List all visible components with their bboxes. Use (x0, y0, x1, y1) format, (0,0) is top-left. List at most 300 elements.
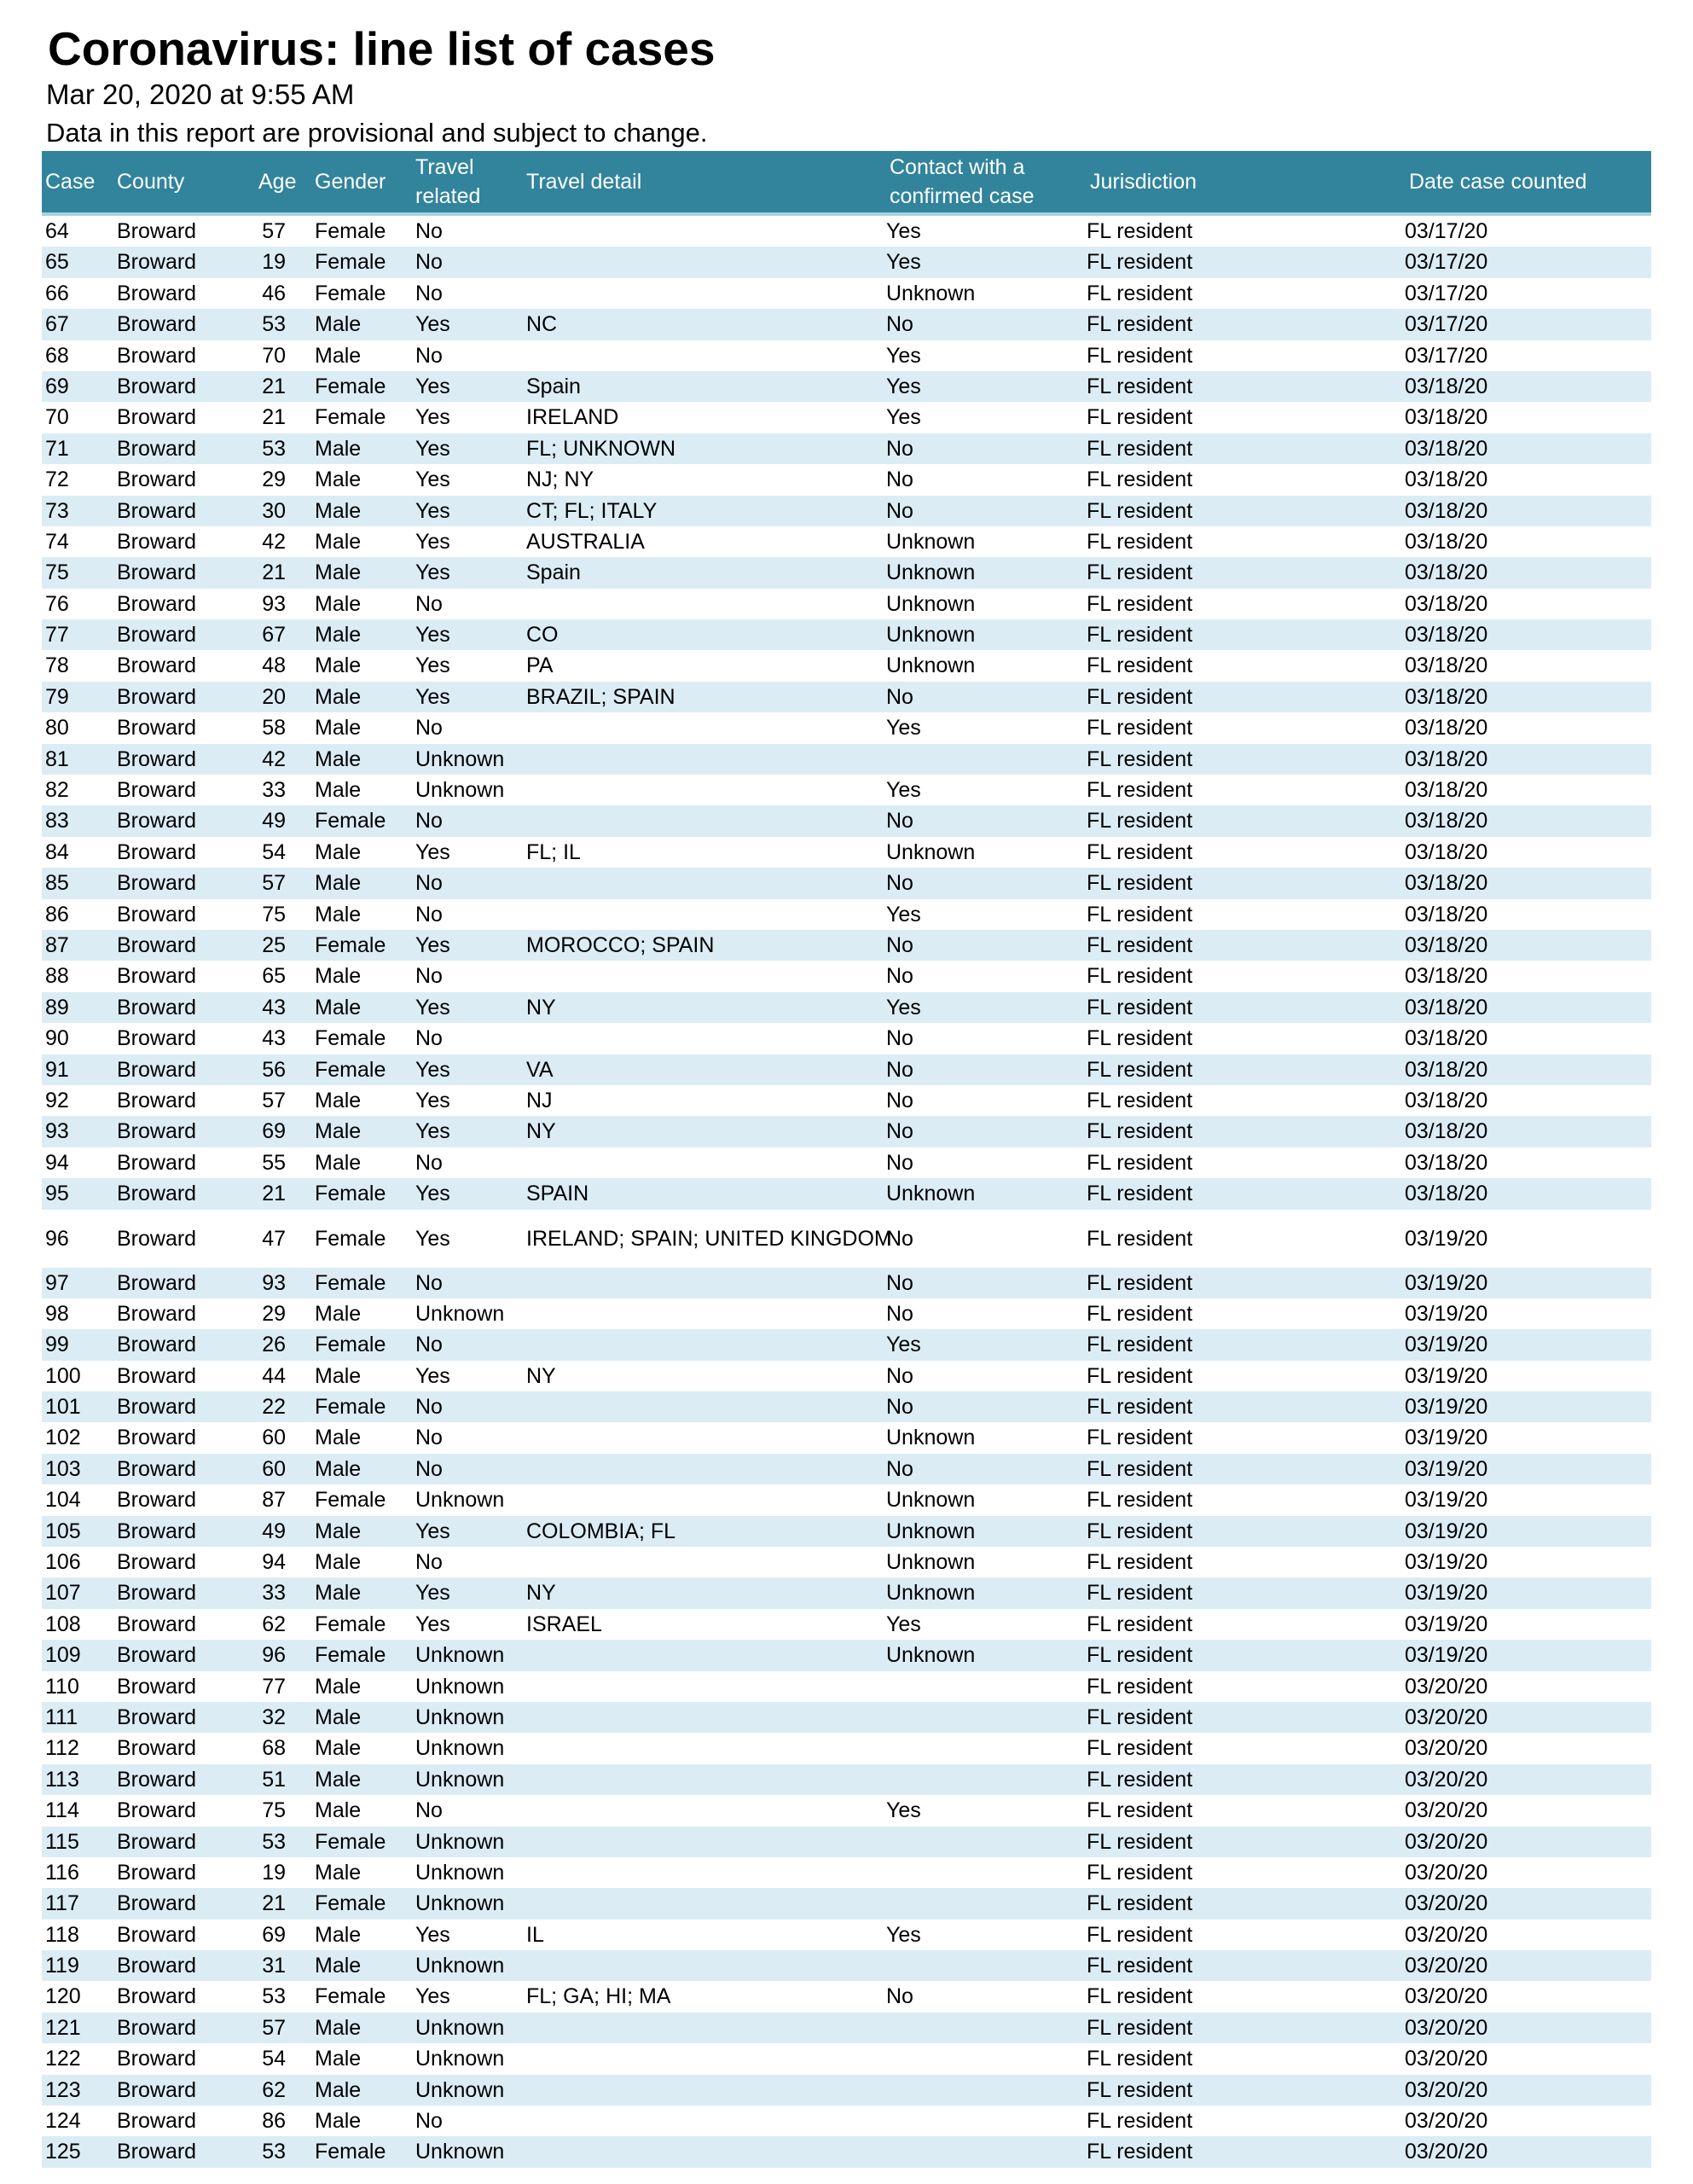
cell-travel-related: No (415, 1798, 443, 1823)
cell-jurisdiction: FL resident (1087, 2077, 1193, 2102)
cell-travel-detail: IRELAND; SPAIN; UNITED KINGDOM (526, 1226, 892, 1251)
cell-county: Broward (117, 1026, 197, 1051)
cell-age: 32 (262, 1705, 286, 1729)
cell-gender: Male (315, 1736, 362, 1761)
cell-contact: No (886, 1026, 913, 1051)
cell-jurisdiction: FL resident (1087, 1891, 1193, 1916)
cell-age: 21 (262, 561, 286, 585)
cell-travel-related: No (415, 1456, 443, 1481)
cell-county: Broward (117, 1395, 197, 1420)
cell-travel-detail (526, 775, 927, 805)
cell-travel-detail (526, 1391, 927, 1422)
cell-date: 03/18/20 (1405, 529, 1488, 554)
table-row (42, 216, 1651, 247)
cell-age: 53 (262, 312, 286, 337)
table-row (42, 2013, 1651, 2043)
cell-age: 21 (262, 405, 286, 430)
cell-age: 47 (262, 1226, 286, 1251)
cell-jurisdiction: FL resident (1087, 1426, 1193, 1450)
cell-county: Broward (117, 1426, 197, 1450)
cell-gender: Male (315, 498, 362, 523)
table-row (42, 278, 1651, 309)
cell-jurisdiction: FL resident (1087, 1395, 1193, 1420)
table-row (42, 1764, 1651, 1795)
table-row (42, 589, 1651, 619)
cell-age: 56 (262, 1057, 286, 1082)
cell-travel-related: Yes (415, 405, 450, 430)
header-age: Age (258, 170, 297, 194)
cell-age: 31 (262, 1954, 286, 1978)
cell-county: Broward (117, 2015, 197, 2040)
cell-travel-related: Unknown (415, 1301, 505, 1326)
header-travel-detail: Travel detail (526, 170, 642, 194)
table-row (42, 1795, 1651, 1826)
header-contact-line2: confirmed case (890, 184, 1035, 208)
table-row (42, 1950, 1651, 1981)
cell-contact (886, 1733, 1082, 1763)
cell-contact: No (886, 1395, 913, 1420)
cell-jurisdiction: FL resident (1087, 623, 1193, 648)
cell-date: 03/18/20 (1405, 1026, 1488, 1051)
cell-county: Broward (117, 1456, 197, 1481)
cell-travel-detail (526, 1422, 927, 1453)
cell-age: 86 (262, 2109, 286, 2134)
cell-county: Broward (117, 1581, 197, 1606)
cell-case: 114 (45, 1798, 79, 1823)
cell-contact: Yes (886, 250, 921, 275)
cell-travel-related: No (415, 219, 443, 243)
cell-travel-related: Yes (415, 1182, 450, 1206)
cell-contact: Unknown (886, 591, 976, 616)
cell-age: 94 (262, 1550, 286, 1575)
cell-jurisdiction: FL resident (1087, 312, 1193, 337)
cell-age: 49 (262, 809, 286, 834)
cell-gender: Female (315, 1984, 386, 2009)
cell-contact (886, 1950, 1082, 1981)
cell-county: Broward (117, 1922, 197, 1947)
table-row (42, 1920, 1651, 1950)
cell-case: 120 (45, 1984, 81, 2009)
cell-date: 03/18/20 (1405, 778, 1488, 803)
cell-gender: Male (315, 1581, 362, 1606)
cell-travel-detail (526, 868, 927, 898)
cell-county: Broward (117, 1984, 197, 2009)
table-header (42, 151, 1651, 216)
cell-travel-detail: NJ; NY (526, 468, 594, 492)
cell-county: Broward (117, 1954, 197, 1978)
cell-date: 03/20/20 (1405, 1767, 1488, 1792)
cell-travel-detail: NC (526, 312, 558, 337)
cell-travel-related: Unknown (415, 2140, 505, 2164)
cell-travel-detail (526, 589, 927, 619)
cell-travel-detail (526, 2013, 927, 2043)
cell-case: 124 (45, 2109, 81, 2134)
cell-case: 89 (45, 995, 69, 1019)
cell-date: 03/19/20 (1405, 1550, 1488, 1575)
cell-gender: Male (315, 591, 362, 616)
cell-jurisdiction: FL resident (1087, 716, 1193, 741)
cell-age: 60 (262, 1426, 286, 1450)
cell-travel-detail (526, 1950, 927, 1981)
cell-travel-detail (526, 2075, 927, 2106)
cell-travel-detail: Spain (526, 374, 581, 398)
cell-travel-related: No (415, 1550, 443, 1575)
cell-date: 03/17/20 (1405, 219, 1488, 243)
cell-age: 53 (262, 2140, 286, 2164)
cell-gender: Female (315, 1026, 386, 1051)
cell-jurisdiction: FL resident (1087, 1270, 1193, 1295)
cell-age: 57 (262, 2015, 286, 2040)
table-row (42, 1827, 1651, 1857)
cell-contact: No (886, 1119, 913, 1144)
cell-date: 03/18/20 (1405, 436, 1488, 461)
cell-gender: Male (315, 561, 362, 585)
cell-gender: Female (315, 1270, 386, 1295)
cell-travel-related: Yes (415, 312, 450, 337)
cell-case: 121 (45, 2015, 81, 2040)
cell-jurisdiction: FL resident (1087, 1736, 1193, 1761)
cell-case: 115 (45, 1829, 79, 1854)
cell-contact (886, 1702, 1082, 1733)
cell-travel-detail (526, 216, 927, 247)
cell-travel-detail (526, 1671, 927, 1702)
cell-county: Broward (117, 778, 197, 803)
cell-gender: Male (315, 1088, 362, 1112)
cell-gender: Male (315, 623, 362, 648)
cell-travel-detail: ISRAEL (526, 1612, 602, 1636)
cell-travel-related: No (415, 1150, 443, 1175)
cell-gender: Female (315, 405, 386, 430)
cell-gender: Male (315, 746, 362, 771)
cell-age: 21 (262, 374, 286, 398)
table-row (42, 340, 1651, 371)
cell-date: 03/17/20 (1405, 250, 1488, 275)
cell-travel-related: No (415, 591, 443, 616)
cell-date: 03/20/20 (1405, 2015, 1488, 2040)
cell-travel-detail: PA (526, 653, 554, 678)
cell-age: 53 (262, 1829, 286, 1854)
cell-date: 03/18/20 (1405, 964, 1488, 989)
cell-jurisdiction: FL resident (1087, 498, 1193, 523)
cell-case: 105 (45, 1519, 81, 1543)
cell-jurisdiction: FL resident (1087, 871, 1193, 896)
cell-gender: Male (315, 1363, 362, 1388)
cell-jurisdiction: FL resident (1087, 1119, 1193, 1144)
cell-county: Broward (117, 1057, 197, 1082)
cell-gender: Male (315, 2077, 362, 2102)
cell-date: 03/20/20 (1405, 1674, 1488, 1699)
cell-jurisdiction: FL resident (1087, 591, 1193, 616)
cell-travel-related: Yes (415, 468, 450, 492)
cell-date: 03/17/20 (1405, 312, 1488, 337)
cell-travel-detail (526, 1023, 927, 1054)
cell-travel-detail: NY (526, 995, 556, 1019)
table-row (42, 2136, 1651, 2167)
table-row (42, 1178, 1651, 1209)
cell-contact: Unknown (886, 1550, 976, 1575)
cell-travel-detail (526, 1640, 927, 1670)
cell-date: 03/18/20 (1405, 1150, 1488, 1175)
cell-gender: Male (315, 1119, 362, 1144)
cell-age: 93 (262, 591, 286, 616)
cell-contact: Yes (886, 716, 921, 741)
cell-jurisdiction: FL resident (1087, 1088, 1193, 1112)
cell-contact: No (886, 1088, 913, 1112)
cell-age: 44 (262, 1363, 286, 1388)
cell-age: 21 (262, 1182, 286, 1206)
cell-date: 03/18/20 (1405, 468, 1488, 492)
cell-jurisdiction: FL resident (1087, 1026, 1193, 1051)
cell-gender: Female (315, 809, 386, 834)
cell-gender: Male (315, 902, 362, 926)
cell-county: Broward (117, 250, 197, 275)
cell-travel-related: Unknown (415, 778, 505, 803)
cell-age: 48 (262, 653, 286, 678)
cell-county: Broward (117, 1363, 197, 1388)
cell-jurisdiction: FL resident (1087, 529, 1193, 554)
cell-jurisdiction: FL resident (1087, 995, 1193, 1019)
cell-county: Broward (117, 1270, 197, 1295)
cell-case: 83 (45, 809, 69, 834)
cell-travel-related: Unknown (415, 1705, 505, 1729)
cell-jurisdiction: FL resident (1087, 1182, 1193, 1206)
cell-travel-detail: NY (526, 1119, 556, 1144)
cell-case: 98 (45, 1301, 69, 1326)
table-row (42, 1147, 1651, 1178)
table-body (42, 216, 1651, 2168)
cell-gender: Male (315, 2015, 362, 2040)
cell-county: Broward (117, 1519, 197, 1543)
cell-travel-detail: CO (526, 623, 559, 648)
table-row (42, 837, 1651, 868)
report-timestamp: Mar 20, 2020 at 9:55 AM (46, 78, 355, 110)
cell-age: 75 (262, 902, 286, 926)
cell-county: Broward (117, 623, 197, 648)
cell-date: 03/20/20 (1405, 1860, 1488, 1885)
cell-jurisdiction: FL resident (1087, 1674, 1193, 1699)
cell-travel-related: Yes (415, 1088, 450, 1112)
cell-jurisdiction: FL resident (1087, 1150, 1193, 1175)
table-row (42, 2075, 1651, 2106)
cell-case: 118 (45, 1922, 79, 1947)
cell-travel-detail: NJ (526, 1088, 553, 1112)
cell-gender: Male (315, 1519, 362, 1543)
cell-date: 03/19/20 (1405, 1363, 1488, 1388)
cell-case: 66 (45, 281, 69, 305)
cell-case: 100 (45, 1363, 81, 1388)
header-contact (890, 151, 1035, 212)
cell-travel-detail (526, 247, 927, 277)
table-row (42, 1671, 1651, 1702)
cell-contact: Unknown (886, 281, 976, 305)
cell-travel-detail (526, 1795, 927, 1826)
cell-contact: Unknown (886, 623, 976, 648)
cell-date: 03/19/20 (1405, 1519, 1488, 1543)
cell-county: Broward (117, 2047, 197, 2071)
cell-age: 33 (262, 1581, 286, 1606)
cell-travel-related: Unknown (415, 746, 505, 771)
cell-gender: Male (315, 716, 362, 741)
cell-county: Broward (117, 653, 197, 678)
cell-date: 03/20/20 (1405, 1922, 1488, 1947)
cell-contact: No (886, 871, 913, 896)
cell-contact: Unknown (886, 529, 976, 554)
cell-date: 03/19/20 (1405, 1581, 1488, 1606)
cell-travel-related: No (415, 250, 443, 275)
cell-travel-detail (526, 744, 927, 775)
cell-gender: Male (315, 1150, 362, 1175)
cell-contact: No (886, 932, 913, 957)
cell-county: Broward (117, 1150, 197, 1175)
table-row (42, 309, 1651, 340)
cell-case: 85 (45, 871, 69, 896)
cell-travel-detail: FL; IL (526, 839, 581, 864)
cell-gender: Female (315, 1226, 386, 1251)
table-row (42, 805, 1651, 836)
cell-county: Broward (117, 902, 197, 926)
table-row (42, 992, 1651, 1023)
cell-case: 102 (45, 1426, 81, 1450)
cell-age: 43 (262, 1026, 286, 1051)
cell-travel-related: Unknown (415, 2015, 505, 2040)
cell-travel-related: Yes (415, 995, 450, 1019)
cell-contact (886, 1671, 1082, 1702)
cell-contact: Yes (886, 219, 921, 243)
cell-travel-related: No (415, 716, 443, 741)
cell-travel-detail (526, 1702, 927, 1733)
cell-contact: Unknown (886, 839, 976, 864)
cell-gender: Male (315, 436, 362, 461)
cell-contact: No (886, 312, 913, 337)
cell-travel-related: Yes (415, 1519, 450, 1543)
cell-travel-related: No (415, 1426, 443, 1450)
cell-age: 67 (262, 623, 286, 648)
cell-date: 03/18/20 (1405, 684, 1488, 709)
cell-travel-detail (526, 1547, 927, 1577)
cell-date: 03/20/20 (1405, 1984, 1488, 2009)
table-row (42, 247, 1651, 277)
cell-county: Broward (117, 1829, 197, 1854)
cell-date: 03/19/20 (1405, 1226, 1488, 1251)
cell-travel-detail (526, 2136, 927, 2167)
cell-case: 78 (45, 653, 69, 678)
cell-case: 95 (45, 1182, 69, 1206)
cell-gender: Female (315, 219, 386, 243)
cell-county: Broward (117, 2077, 197, 2102)
cell-date: 03/20/20 (1405, 1736, 1488, 1761)
cell-date: 03/18/20 (1405, 623, 1488, 648)
cell-case: 86 (45, 902, 69, 926)
header-travel-line2: related (415, 184, 481, 208)
cell-travel-related: No (415, 902, 443, 926)
cell-age: 22 (262, 1395, 286, 1420)
cell-jurisdiction: FL resident (1087, 436, 1193, 461)
table-row (42, 1023, 1651, 1054)
table-row (42, 1085, 1651, 1116)
cell-jurisdiction: FL resident (1087, 932, 1193, 957)
cell-case: 76 (45, 591, 69, 616)
cell-age: 60 (262, 1456, 286, 1481)
cell-date: 03/20/20 (1405, 1891, 1488, 1916)
table-row (42, 1981, 1651, 2012)
cell-county: Broward (117, 684, 197, 709)
cell-county: Broward (117, 1301, 197, 1326)
cell-county: Broward (117, 591, 197, 616)
cell-county: Broward (117, 1767, 197, 1792)
cell-gender: Male (315, 778, 362, 803)
cell-gender: Male (315, 468, 362, 492)
cell-contact: No (886, 1301, 913, 1326)
cell-age: 68 (262, 1736, 286, 1761)
cell-gender: Male (315, 964, 362, 989)
cell-date: 03/17/20 (1405, 343, 1488, 368)
cell-jurisdiction: FL resident (1087, 1612, 1193, 1636)
cell-gender: Female (315, 374, 386, 398)
cell-case: 111 (45, 1705, 78, 1729)
cell-jurisdiction: FL resident (1087, 1488, 1193, 1513)
cell-age: 19 (262, 250, 286, 275)
header-jurisdiction: Jurisdiction (1090, 170, 1197, 194)
table-row (42, 1640, 1651, 1670)
cell-contact (886, 1888, 1082, 1919)
cell-contact: Unknown (886, 1182, 976, 1206)
cell-jurisdiction: FL resident (1087, 1984, 1193, 2009)
cell-county: Broward (117, 436, 197, 461)
cell-contact: Yes (886, 1798, 921, 1823)
cell-contact (886, 2075, 1082, 2106)
cell-travel-detail (526, 2043, 927, 2074)
cell-gender: Male (315, 343, 362, 368)
cell-gender: Male (315, 684, 362, 709)
cell-case: 108 (45, 1612, 81, 1636)
cell-travel-detail: SPAIN (526, 1182, 589, 1206)
cell-case: 80 (45, 716, 69, 741)
cell-travel-detail (526, 1888, 927, 1919)
cell-contact (886, 2013, 1082, 2043)
cell-travel-related: Yes (415, 932, 450, 957)
cell-contact: Unknown (886, 561, 976, 585)
cell-travel-related: Yes (415, 1363, 450, 1388)
table-row (42, 526, 1651, 557)
cell-contact (886, 744, 1082, 775)
cell-travel-related: Unknown (415, 1736, 505, 1761)
cell-travel-detail: FL; UNKNOWN (526, 436, 675, 461)
cell-travel-related: No (415, 964, 443, 989)
cell-contact (886, 1857, 1082, 1888)
cell-case: 104 (45, 1488, 81, 1513)
cell-jurisdiction: FL resident (1087, 374, 1193, 398)
cell-case: 99 (45, 1333, 69, 1357)
cell-jurisdiction: FL resident (1087, 343, 1193, 368)
cell-travel-related: Unknown (415, 1643, 505, 1668)
cell-contact: No (886, 964, 913, 989)
cell-gender: Male (315, 1767, 362, 1792)
cell-case: 88 (45, 964, 69, 989)
cell-date: 03/19/20 (1405, 1270, 1488, 1295)
cell-contact: No (886, 436, 913, 461)
cell-contact: Yes (886, 778, 921, 803)
cell-gender: Female (315, 1643, 386, 1668)
cell-age: 29 (262, 1301, 286, 1326)
cell-travel-detail: VA (526, 1057, 554, 1082)
cell-date: 03/20/20 (1405, 1829, 1488, 1854)
header-county: County (117, 170, 185, 194)
cell-age: 70 (262, 343, 286, 368)
cell-age: 46 (262, 281, 286, 305)
cell-county: Broward (117, 839, 197, 864)
cell-date: 03/19/20 (1405, 1426, 1488, 1450)
cell-county: Broward (117, 498, 197, 523)
